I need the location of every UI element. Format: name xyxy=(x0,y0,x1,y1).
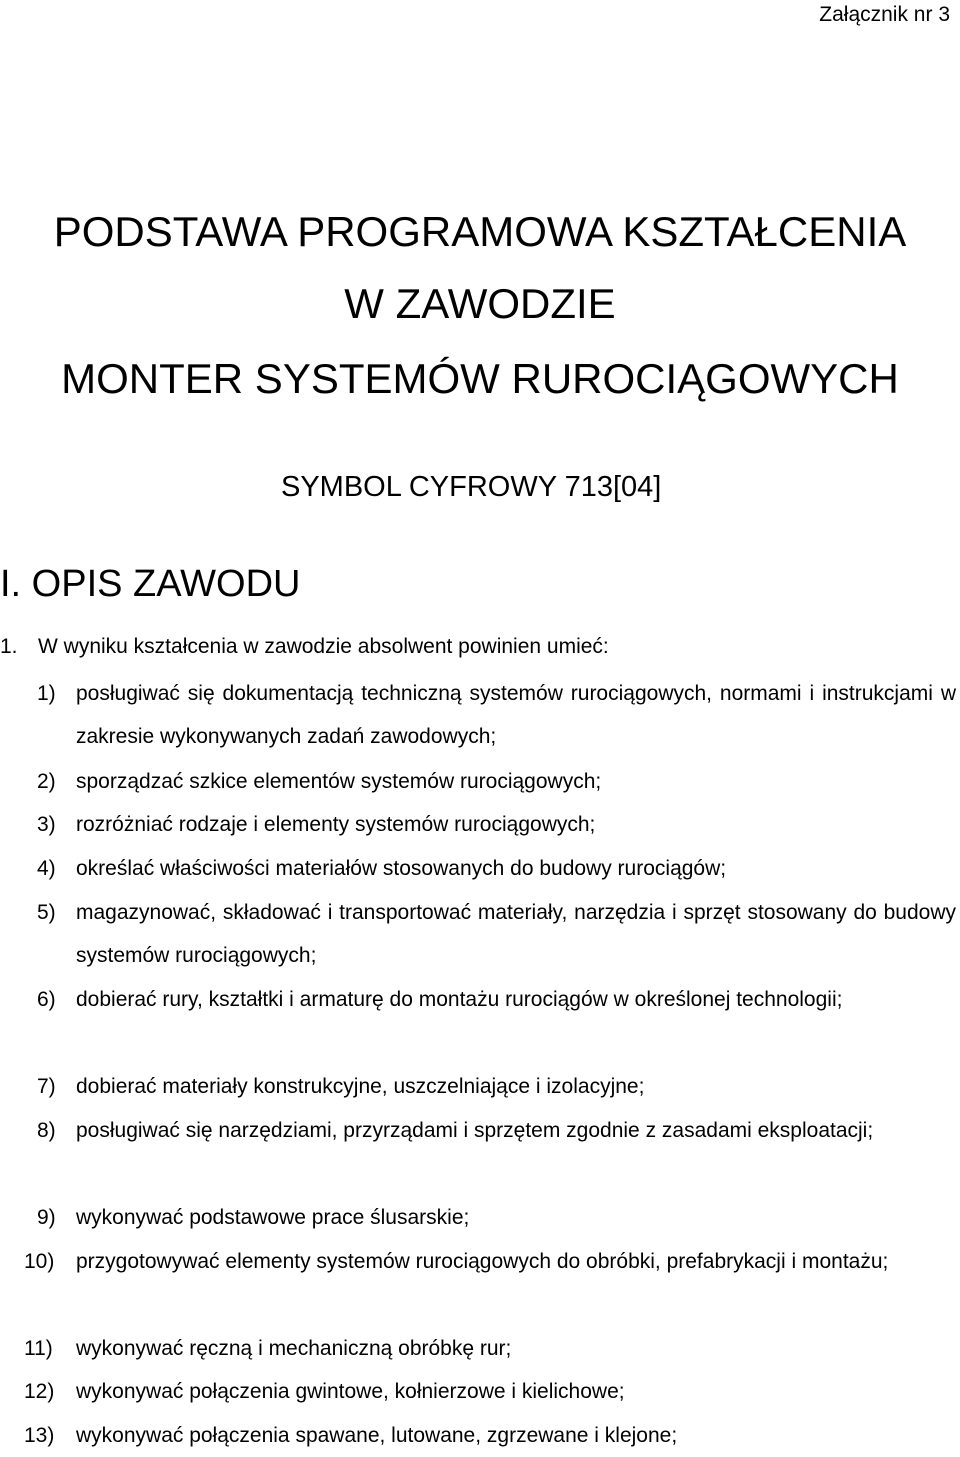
list-item-text: dobierać materiały konstrukcyjne, uszczelniające i izolacyjne; xyxy=(76,1075,645,1098)
list-item xyxy=(0,1414,956,1457)
list-item-text: wykonywać połączenia gwintowe, kołnierzowe i kielichowe; xyxy=(76,1380,625,1403)
list-item-number: 4) xyxy=(37,857,56,880)
list-item-text: posługiwać się narzędziami, przyrządami i sprzętem zgodnie z zasadami eksploatacji; xyxy=(76,1119,874,1142)
list-item-number: 1) xyxy=(37,682,56,705)
list-item xyxy=(0,760,956,803)
list-item xyxy=(0,1370,956,1413)
list-item-number: 10) xyxy=(24,1250,55,1273)
list-item-number: 11) xyxy=(24,1337,53,1360)
list-item xyxy=(0,978,956,1021)
list-item xyxy=(0,847,956,890)
list-item-number: 13) xyxy=(24,1424,55,1447)
list-item-text: posługiwać się dokumentacją techniczną systemów rurociągowych, normami i instrukcjami w zakresie wykonywanych zadań zawodowych; xyxy=(76,682,956,748)
annex-label: Załącznik nr 3 xyxy=(819,3,950,26)
list-item-text: przygotowywać elementy systemów rurociągowych do obróbki, prefabrykacji i montażu; xyxy=(76,1250,889,1273)
list-item-number: 5) xyxy=(37,901,56,924)
list-item-number: 3) xyxy=(37,813,56,836)
list-item-text: wykonywać podstawowe prace ślusarskie; xyxy=(76,1206,470,1229)
list-item xyxy=(0,1240,956,1283)
list-item xyxy=(0,891,956,977)
list-item-text: rozróżniać rodzaje i elementy systemów rurociągowych; xyxy=(76,813,596,836)
list-item-text: wykonywać połączenia spawane, lutowane, zgrzewane i klejone; xyxy=(76,1424,678,1447)
list-item-number: 6) xyxy=(37,988,56,1011)
list-item-text: wykonywać ręczną i mechaniczną obróbkę rur; xyxy=(76,1337,512,1360)
list-item-text: określać właściwości materiałów stosowanych do budowy rurociągów; xyxy=(76,857,727,880)
intro-text: W wyniku kształcenia w zawodzie absolwent powinien umieć: xyxy=(38,635,609,658)
list-item-number: 7) xyxy=(37,1075,56,1098)
list-item xyxy=(0,672,956,758)
profession-symbol: SYMBOL CYFROWY 713[04] xyxy=(281,471,662,503)
list-item xyxy=(0,1109,956,1152)
list-item-number: 2) xyxy=(37,770,56,793)
list-item-text: dobierać rury, kształtki i armaturę do montażu rurociągów w określonej technologii; xyxy=(76,988,843,1011)
intro-paragraph xyxy=(0,633,609,661)
list-item xyxy=(0,1327,956,1370)
intro-number: 1. xyxy=(0,635,18,658)
list-item xyxy=(0,803,956,846)
title-line-3: MONTER SYSTEMÓW RUROCIĄGOWYCH xyxy=(61,355,899,402)
list-item xyxy=(0,1196,956,1239)
title-line-2: W ZAWODZIE xyxy=(344,280,616,327)
list-item-number: 8) xyxy=(37,1119,56,1142)
list-item-text: sporządzać szkice elementów systemów rurociągowych; xyxy=(76,770,602,793)
list-item-text: magazynować, składować i transportować materiały, narzędzia i sprzęt stosowany do budowy systemów rurociągowych; xyxy=(76,901,956,967)
section-heading: I. OPIS ZAWODU xyxy=(0,563,301,605)
list-item xyxy=(0,1065,956,1108)
title-line-1: PODSTAWA PROGRAMOWA KSZTAŁCENIA xyxy=(53,208,907,255)
list-item-number: 9) xyxy=(37,1206,56,1229)
list-item-number: 12) xyxy=(24,1380,55,1403)
